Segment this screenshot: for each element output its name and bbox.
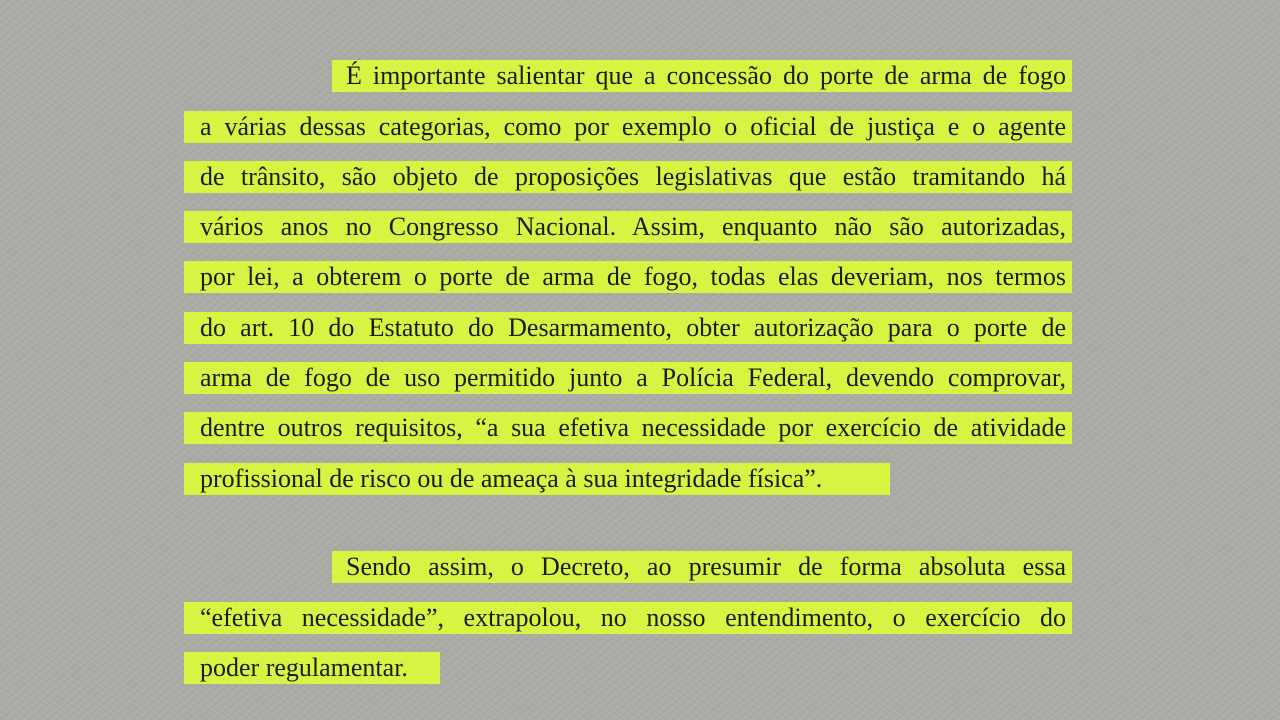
text-line: “efetiva necessidade”, extrapolou, no nosso entendimento, o exercício do [184,602,1072,634]
text-line: vários anos no Congresso Nacional. Assim, enquanto não são autorizadas, [184,211,1072,243]
text-line: por lei, a obterem o porte de arma de fogo, todas elas deveriam, nos termos [184,261,1072,293]
text-line: profissional de risco ou de ameaça à sua integridade física”. [184,463,890,495]
text-line: poder regulamentar. [184,652,440,684]
text-line: dentre outros requisitos, “a sua efetiva necessidade por exercício de atividade [184,412,1072,444]
text-line: do art. 10 do Estatuto do Desarmamento, obter autorização para o porte de [184,312,1072,344]
text-line: arma de fogo de uso permitido junto a Polícia Federal, devendo comprovar, [184,362,1072,394]
text-line: Sendo assim, o Decreto, ao presumir de forma absoluta essa [332,551,1072,583]
text-line: de trânsito, são objeto de proposições legislativas que estão tramitando há [184,161,1072,193]
text-line: É importante salientar que a concessão do porte de arma de fogo [332,60,1072,92]
text-line: a várias dessas categorias, como por exemplo o oficial de justiça e o agente [184,111,1072,143]
